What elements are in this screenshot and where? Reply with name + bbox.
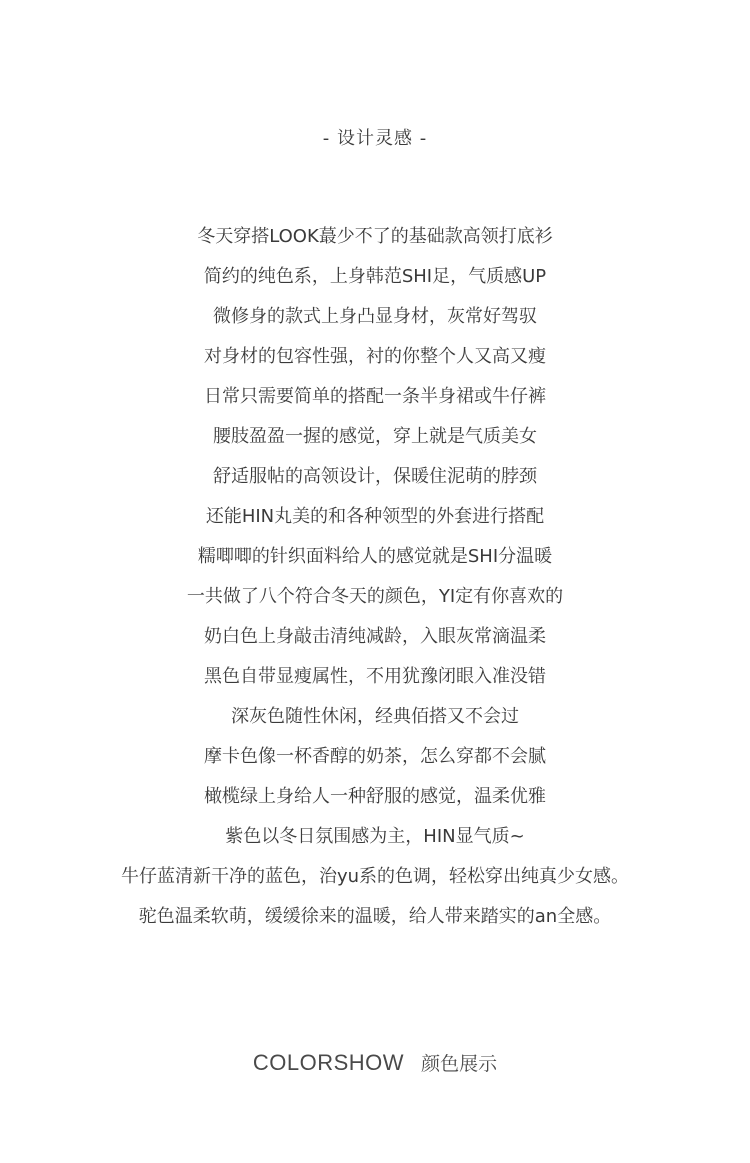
description-line: 冬天穿搭LOOK蕞少不了的基础款高领打底衫 <box>197 226 553 247</box>
description-line: 黑色自带显瘦属性，不用犹豫闭眼入准没错 <box>204 666 546 687</box>
description-line: 深灰色随性休闲，经典佰搭又不会过 <box>231 706 519 727</box>
description-line: 橄榄绿上身给人一种舒服的感觉，温柔优雅 <box>204 786 546 807</box>
description-line: 腰肢盈盈一握的感觉，穿上就是气质美女 <box>213 426 537 447</box>
description-line: 糯唧唧的针织面料给人的感觉就是SHI分温暖 <box>197 546 553 567</box>
description-line: 驼色温柔软萌，缓缓徐来的温暖，给人带来踏实的an全感。 <box>138 906 612 927</box>
colorshow-title-en: COLORSHOW <box>252 1050 405 1075</box>
colorshow-heading <box>0 1046 750 1080</box>
colorshow-title-cn: 颜色展示 <box>421 1053 498 1075</box>
section-heading: - 设计灵感 - <box>322 128 428 149</box>
description-line: 还能HIN丸美的和各种领型的外套进行搭配 <box>205 506 545 527</box>
description-line: 紫色以冬日氛围感为主，HIN显气质~ <box>225 826 525 847</box>
description-line: 日常只需要简单的搭配一条半身裙或牛仔裤 <box>204 386 546 407</box>
description-line: 对身材的包容性强，衬的你整个人又高又瘦 <box>204 346 546 367</box>
description-line: 奶白色上身敲击清纯减龄，入眼灰常滴温柔 <box>204 626 546 647</box>
description-line: 舒适服帖的高领设计，保暖住泥萌的脖颈 <box>213 466 537 487</box>
description-line: 简约的纯色系，上身韩范SHI足，气质感UP <box>203 266 547 287</box>
description-line: 微修身的款式上身凸显身材，灰常好驾驭 <box>213 306 537 327</box>
description-line: 摩卡色像一杯香醇的奶茶，怎么穿都不会腻 <box>204 746 546 767</box>
description-line: 牛仔蓝清新干净的蓝色，治yu系的色调，轻松穿出纯真少女感。 <box>120 866 630 887</box>
description-line: 一共做了八个符合冬天的颜色，YI定有你喜欢的 <box>186 586 564 607</box>
design-description <box>0 217 750 937</box>
